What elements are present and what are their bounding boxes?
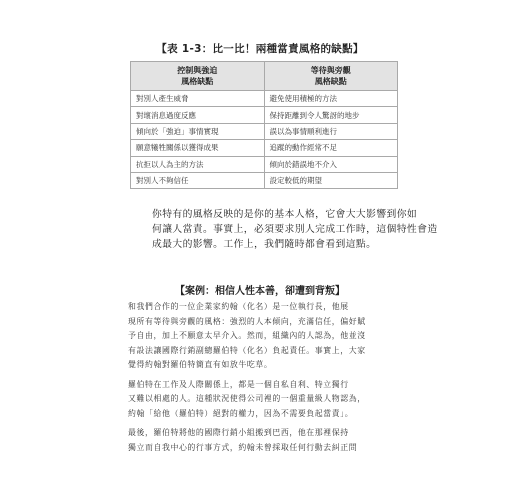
table-row [131, 172, 398, 188]
table-cell: 傾向於錯誤地不介入 [264, 156, 398, 172]
paragraph-line: 羅伯特在工作及人際關係上，都是一個自私自利、特立獨行 [128, 379, 349, 389]
paragraph-line: 予自由，加上不願意太早介入。然而，組織內的人認為，他並沒 [128, 331, 366, 340]
table-cell: 傾向於「強迫」事情實現 [131, 123, 265, 139]
header-wait-line2: 風格缺點 [314, 77, 347, 86]
intro-paragraph [152, 207, 438, 252]
table-row [131, 156, 398, 172]
table-cell: 誤以為事情順利進行 [264, 123, 398, 139]
paragraph-line: 和我們合作的一位企業家約翰（化名）是一位執行長，他展 [128, 302, 349, 311]
body-paragraph [128, 378, 408, 422]
table-cell: 對壞消息過度反應 [131, 107, 265, 123]
paragraph-line: 最後，羅伯特將他的國際行銷小組搬到巴西，他在那裡保持 [128, 428, 349, 437]
paragraph-line: 又難以相處的人。這種狀況使得公司裡的一個重量級人物認為， [128, 394, 366, 403]
table-row [131, 123, 398, 139]
body-paragraph [128, 426, 408, 455]
table-row [131, 107, 398, 123]
table-title: 【表 1-3：比一比！兩種當責風格的缺點】 [156, 43, 364, 55]
paragraph-line: 獨立而自我中心的行事方式，約翰未曾採取任何行動去糾正問 [128, 442, 358, 452]
table-cell: 對別人不夠信任 [131, 172, 265, 188]
paragraph-line: 何讓人當責。事實上，必須要求別人完成工作時，這個特性會造 [152, 224, 438, 235]
paragraph-line: 你特有的風格反映的是你的基本人格，它會大大影響到你如 [152, 209, 418, 220]
header-control-line2: 風格缺點 [181, 77, 214, 86]
paragraph-line: 成最大的影響。工作上，我們隨時都會看到這點。 [152, 239, 377, 250]
case-body [128, 300, 408, 455]
table-cell: 願意犧牲關係以獲得成果 [131, 140, 265, 156]
table-row [131, 91, 398, 107]
paragraph-line: 現所有等待與旁觀的風格：強烈的人本傾向，充滿信任，偏好賦 [128, 316, 366, 326]
table-cell: 對別人產生威脅 [131, 91, 265, 107]
body-paragraph [128, 300, 408, 373]
header-control-style [131, 62, 265, 91]
table-cell: 追蹤的動作經常不足 [264, 140, 398, 156]
table-header-row [131, 62, 398, 91]
comparison-table [130, 61, 398, 189]
table-cell: 保持距離到令人驚訝的地步 [264, 107, 398, 123]
paragraph-line: 約翰「給他（羅伯特）絕對的權力，因為不需要負起當責」。 [128, 408, 354, 418]
header-control-line1: 控制與強迫 [177, 66, 218, 75]
table-cell: 避免使用積極的方法 [264, 91, 398, 107]
header-wait-line1: 等待與旁觀 [310, 66, 351, 75]
table-cell: 設定較低的期望 [264, 172, 398, 188]
paragraph-line: 覺得約翰對羅伯特簡直有如放牛吃草。 [128, 360, 273, 369]
header-wait-style [264, 62, 398, 91]
case-title: 【案例：相信人性本善，卻遭到背叛】 [175, 286, 345, 297]
paragraph-line: 有設法讓國際行銷副總羅伯特（化名）負起責任。事實上，大家 [128, 345, 366, 355]
table-cell: 抗拒以人為主的方法 [131, 156, 265, 172]
table-row [131, 140, 398, 156]
